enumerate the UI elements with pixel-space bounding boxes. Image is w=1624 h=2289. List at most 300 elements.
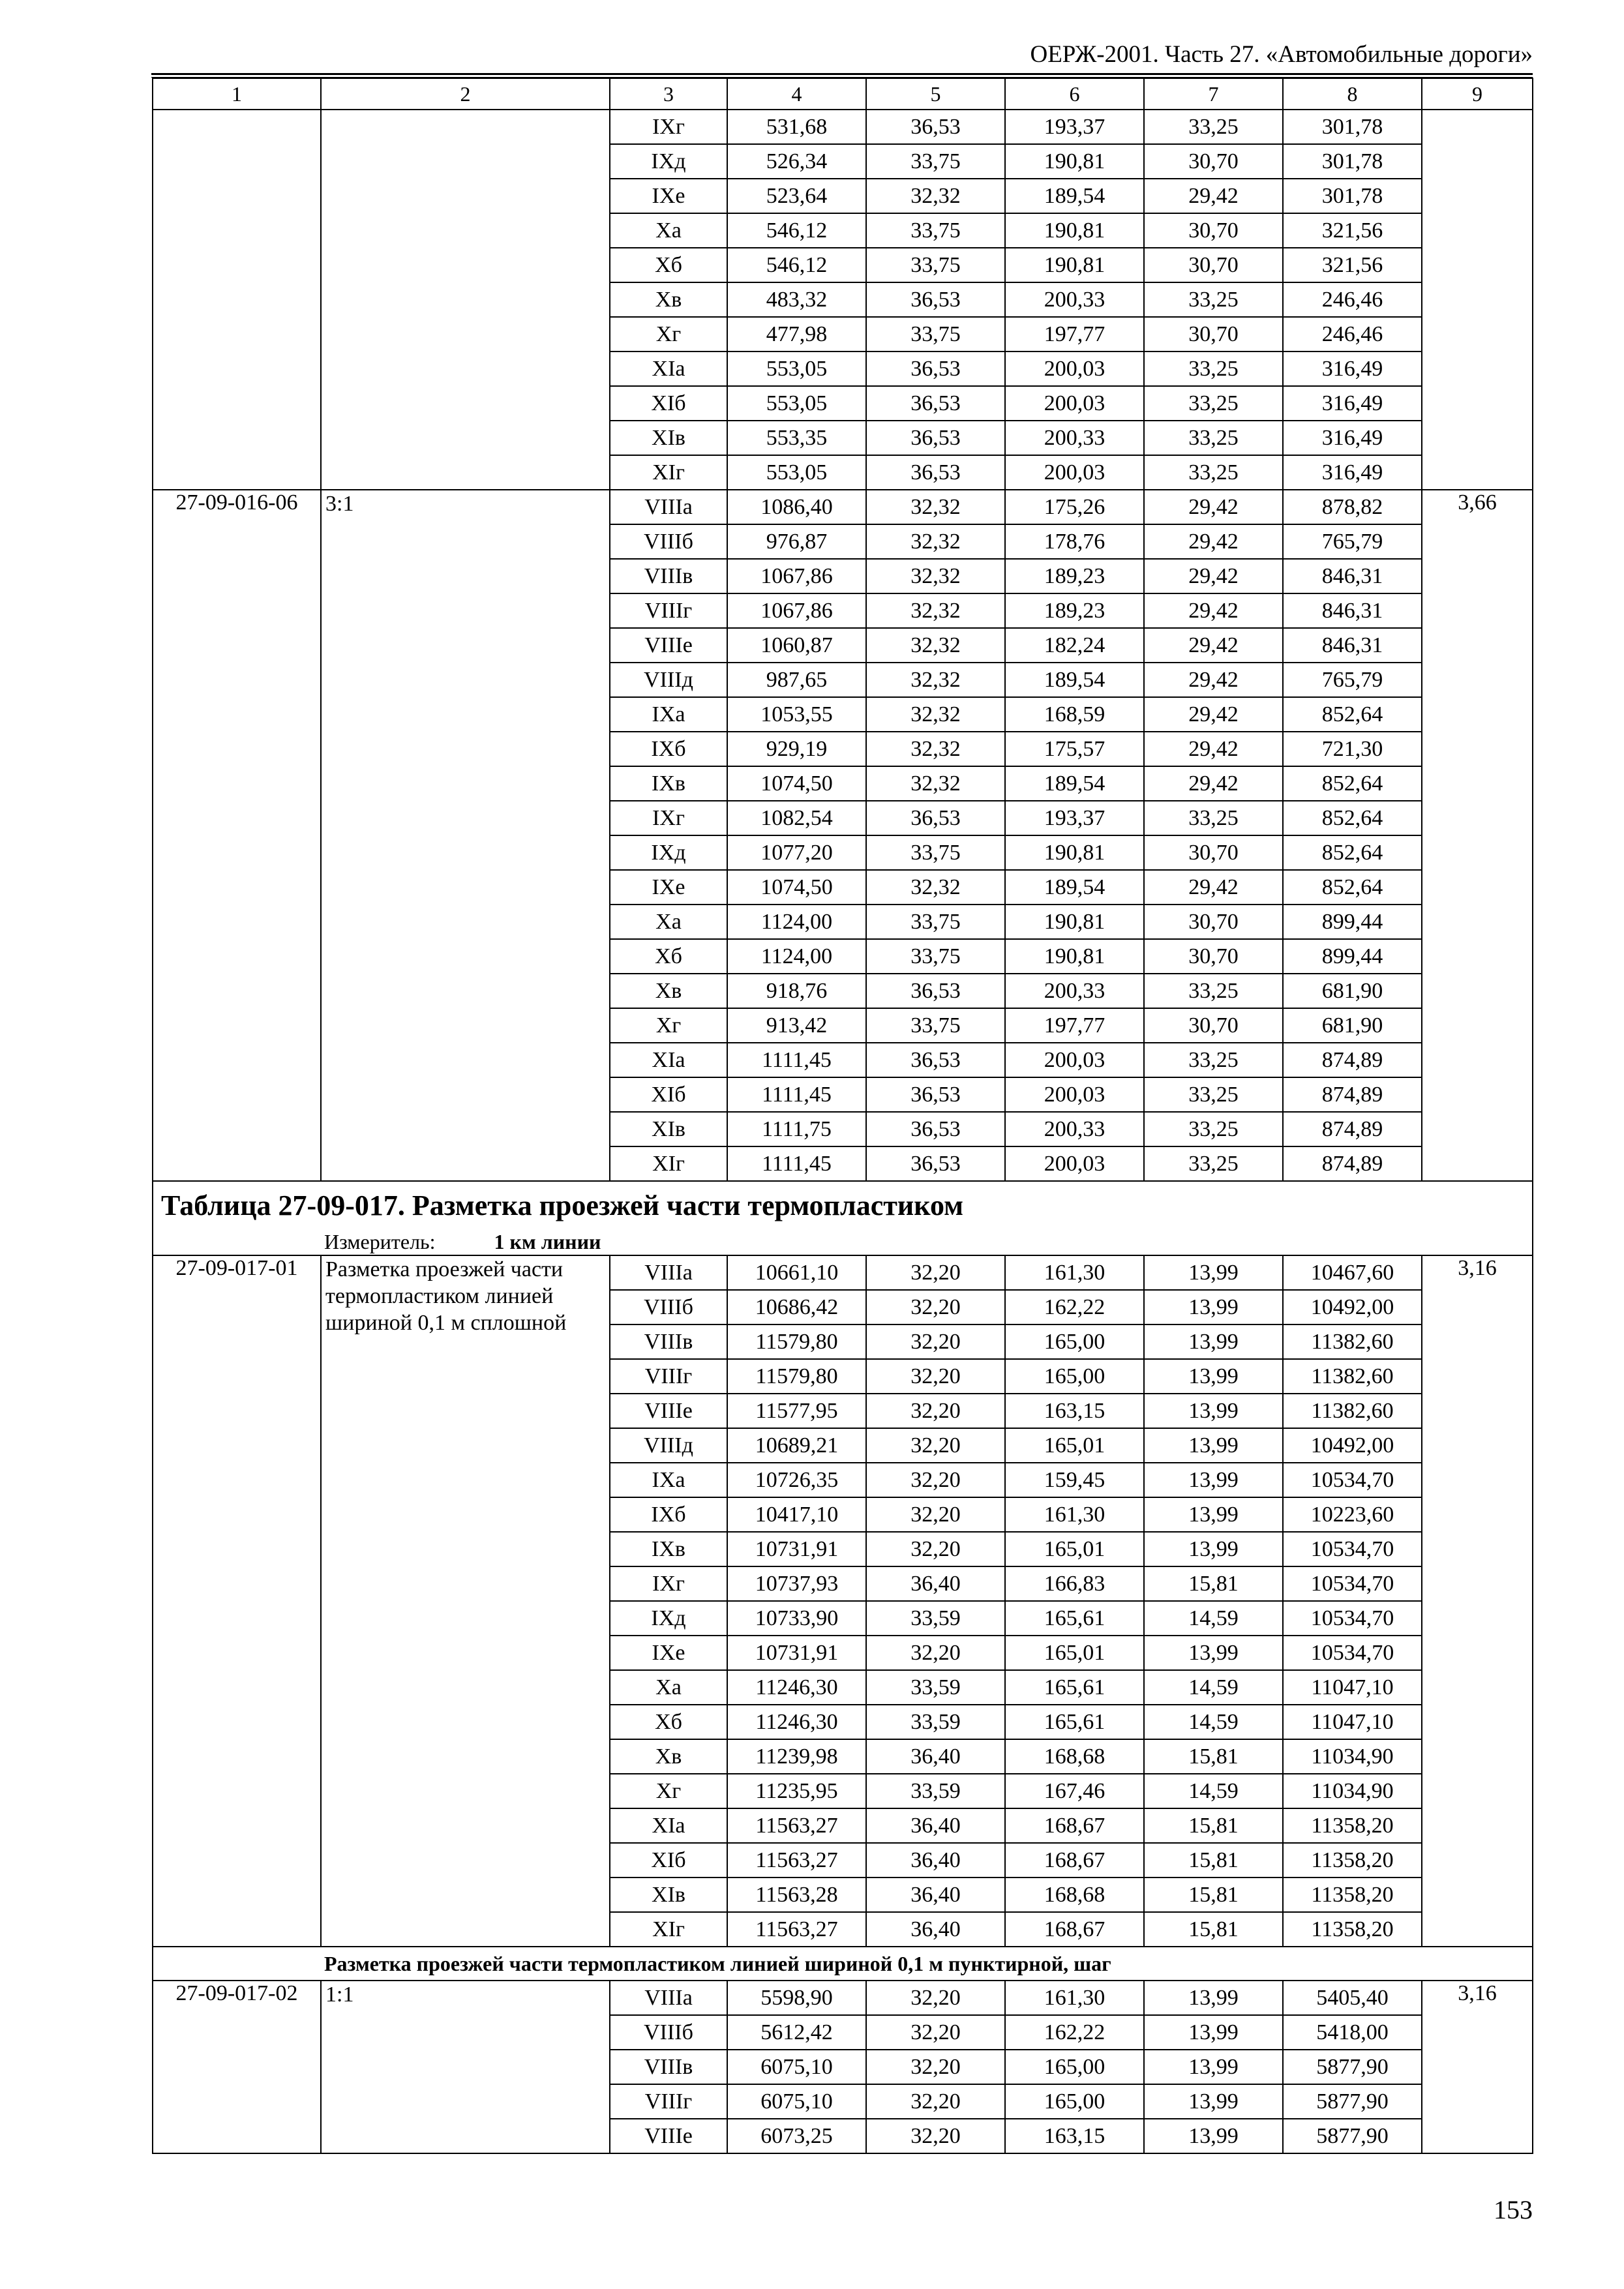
value-cell: 301,78: [1283, 110, 1422, 144]
value-cell: 32,20: [866, 1290, 1005, 1324]
value-cell: 1074,50: [727, 870, 866, 905]
value-cell: 13,99: [1144, 1981, 1283, 2015]
value-cell: 976,87: [727, 524, 866, 559]
zone-cell: XIб: [610, 386, 727, 421]
value-cell: 32,20: [866, 2084, 1005, 2119]
value-cell: 29,42: [1144, 766, 1283, 801]
value-cell: 10534,70: [1283, 1636, 1422, 1670]
zone-cell: VIIIа: [610, 490, 727, 524]
value-cell: 11563,27: [727, 1843, 866, 1878]
zone-cell: VIIIг: [610, 2084, 727, 2119]
value-cell: 11246,30: [727, 1705, 866, 1739]
value-cell: 29,42: [1144, 593, 1283, 628]
table-title-row: [153, 1181, 1533, 1229]
value-cell: 189,54: [1005, 663, 1144, 697]
value-cell: 189,23: [1005, 593, 1144, 628]
value-cell: 6075,10: [727, 2050, 866, 2084]
value-cell: 11382,60: [1283, 1324, 1422, 1359]
value-cell: 316,49: [1283, 386, 1422, 421]
value-cell: 15,81: [1144, 1739, 1283, 1774]
value-cell: 33,25: [1144, 110, 1283, 144]
zone-cell: XIб: [610, 1843, 727, 1878]
value-cell: 200,03: [1005, 1077, 1144, 1112]
value-cell: 32,32: [866, 490, 1005, 524]
value-cell: 33,25: [1144, 801, 1283, 835]
value-cell: 33,75: [866, 939, 1005, 974]
value-cell: 1111,45: [727, 1043, 866, 1077]
value-cell: 1124,00: [727, 939, 866, 974]
value-cell: 30,70: [1144, 905, 1283, 939]
zone-cell: XIг: [610, 1146, 727, 1181]
value-cell: 36,53: [866, 352, 1005, 386]
value-cell: 1111,75: [727, 1112, 866, 1146]
value-cell: 13,99: [1144, 1636, 1283, 1670]
value-cell: 29,42: [1144, 559, 1283, 593]
value-cell: 987,65: [727, 663, 866, 697]
value-cell: 36,40: [866, 1739, 1005, 1774]
value-cell: 852,64: [1283, 835, 1422, 870]
value-cell: 765,79: [1283, 524, 1422, 559]
value-cell: 29,42: [1144, 697, 1283, 732]
value-cell: 15,81: [1144, 1912, 1283, 1947]
value-cell: 30,70: [1144, 939, 1283, 974]
value-cell: 30,70: [1144, 1008, 1283, 1043]
value-cell: 190,81: [1005, 248, 1144, 282]
value-cell: 10726,35: [727, 1463, 866, 1497]
subsection-title: Разметка проезжей части термопластиком линией шириной 0,1 м пунктирной, шаг: [153, 1947, 1533, 1981]
value-cell: 200,33: [1005, 421, 1144, 455]
column-number-row: [153, 78, 1533, 110]
value-cell: 36,53: [866, 1043, 1005, 1077]
value-cell: 33,25: [1144, 352, 1283, 386]
value-cell: 11358,20: [1283, 1808, 1422, 1843]
value-cell: 200,33: [1005, 1112, 1144, 1146]
value-cell: 5877,90: [1283, 2050, 1422, 2084]
coefficient-cell: [1422, 110, 1533, 490]
value-cell: 33,25: [1144, 421, 1283, 455]
column-number-cell: 9: [1422, 78, 1533, 110]
value-cell: 36,53: [866, 1112, 1005, 1146]
work-name-cell: [321, 110, 610, 490]
zone-cell: IXг: [610, 110, 727, 144]
value-cell: 321,56: [1283, 248, 1422, 282]
value-cell: 200,33: [1005, 974, 1144, 1008]
zone-cell: XIа: [610, 1808, 727, 1843]
value-cell: 846,31: [1283, 559, 1422, 593]
value-cell: 5877,90: [1283, 2119, 1422, 2153]
value-cell: 878,82: [1283, 490, 1422, 524]
zone-cell: XIг: [610, 455, 727, 490]
value-cell: 33,75: [866, 144, 1005, 179]
value-cell: 13,99: [1144, 1255, 1283, 1290]
zone-cell: VIIIд: [610, 663, 727, 697]
value-cell: 13,99: [1144, 2050, 1283, 2084]
value-cell: 33,25: [1144, 455, 1283, 490]
value-cell: 11358,20: [1283, 1878, 1422, 1912]
zone-cell: IXд: [610, 835, 727, 870]
value-cell: 165,01: [1005, 1636, 1144, 1670]
value-cell: 10689,21: [727, 1428, 866, 1463]
zone-cell: XIа: [610, 1043, 727, 1077]
zone-cell: XIв: [610, 1112, 727, 1146]
value-cell: 11563,27: [727, 1912, 866, 1947]
work-name-cell: 1:1: [321, 1981, 610, 2153]
value-cell: 29,42: [1144, 524, 1283, 559]
value-cell: 1111,45: [727, 1077, 866, 1112]
zone-cell: Xб: [610, 248, 727, 282]
column-number-cell: 3: [610, 78, 727, 110]
value-cell: 1067,86: [727, 593, 866, 628]
coefficient-cell: 3,16: [1422, 1981, 1533, 2153]
value-cell: 190,81: [1005, 144, 1144, 179]
value-cell: 200,03: [1005, 1146, 1144, 1181]
work-name-cell: Разметка проезжей части термопластиком линией шириной 0,1 м сплошной: [321, 1255, 610, 1947]
value-cell: 10534,70: [1283, 1532, 1422, 1566]
zone-cell: VIIIа: [610, 1255, 727, 1290]
value-cell: 189,54: [1005, 179, 1144, 213]
value-cell: 301,78: [1283, 144, 1422, 179]
value-cell: 852,64: [1283, 766, 1422, 801]
value-cell: 33,25: [1144, 974, 1283, 1008]
value-cell: 161,30: [1005, 1981, 1144, 2015]
value-cell: 10686,42: [727, 1290, 866, 1324]
value-cell: 168,68: [1005, 1739, 1144, 1774]
value-cell: 163,15: [1005, 1394, 1144, 1428]
value-cell: 13,99: [1144, 2084, 1283, 2119]
value-cell: 1111,45: [727, 1146, 866, 1181]
value-cell: 721,30: [1283, 732, 1422, 766]
value-cell: 168,59: [1005, 697, 1144, 732]
column-number-cell: 4: [727, 78, 866, 110]
value-cell: 29,42: [1144, 663, 1283, 697]
value-cell: 29,42: [1144, 490, 1283, 524]
value-cell: 929,19: [727, 732, 866, 766]
value-cell: 11047,10: [1283, 1670, 1422, 1705]
value-cell: 190,81: [1005, 835, 1144, 870]
column-number-cell: 1: [153, 78, 321, 110]
value-cell: 33,25: [1144, 1112, 1283, 1146]
zone-cell: VIIIе: [610, 1394, 727, 1428]
zone-cell: IXе: [610, 870, 727, 905]
value-cell: 189,23: [1005, 559, 1144, 593]
value-cell: 316,49: [1283, 352, 1422, 386]
value-cell: 1074,50: [727, 766, 866, 801]
value-cell: 190,81: [1005, 213, 1144, 248]
value-cell: 33,59: [866, 1774, 1005, 1808]
value-cell: 162,22: [1005, 2015, 1144, 2050]
value-cell: 36,53: [866, 455, 1005, 490]
value-cell: 11034,90: [1283, 1739, 1422, 1774]
measure-label: Измеритель:: [324, 1229, 436, 1253]
value-cell: 161,30: [1005, 1255, 1144, 1290]
value-cell: 163,15: [1005, 2119, 1144, 2153]
value-cell: 246,46: [1283, 317, 1422, 352]
value-cell: 200,03: [1005, 352, 1144, 386]
zone-cell: VIIIг: [610, 1359, 727, 1394]
value-cell: 11246,30: [727, 1670, 866, 1705]
value-cell: 33,25: [1144, 1043, 1283, 1077]
value-cell: 33,75: [866, 213, 1005, 248]
zone-cell: IXа: [610, 697, 727, 732]
zone-cell: VIIIб: [610, 2015, 727, 2050]
value-cell: 10534,70: [1283, 1601, 1422, 1636]
value-cell: 32,20: [866, 2119, 1005, 2153]
value-cell: 13,99: [1144, 1463, 1283, 1497]
value-cell: 165,61: [1005, 1670, 1144, 1705]
value-cell: 29,42: [1144, 628, 1283, 663]
value-cell: 200,03: [1005, 386, 1144, 421]
value-cell: 32,32: [866, 732, 1005, 766]
value-cell: 165,00: [1005, 2050, 1144, 2084]
zone-cell: Xг: [610, 317, 727, 352]
value-cell: 30,70: [1144, 144, 1283, 179]
table-row: [153, 110, 1533, 144]
value-cell: 165,61: [1005, 1601, 1144, 1636]
value-cell: 32,20: [866, 1359, 1005, 1394]
value-cell: 1060,87: [727, 628, 866, 663]
value-cell: 10733,90: [727, 1601, 866, 1636]
value-cell: 167,46: [1005, 1774, 1144, 1808]
value-cell: 32,32: [866, 697, 1005, 732]
value-cell: 36,53: [866, 421, 1005, 455]
value-cell: 546,12: [727, 213, 866, 248]
value-cell: 11358,20: [1283, 1843, 1422, 1878]
measure-value: 1 км линии: [494, 1229, 601, 1253]
value-cell: 200,03: [1005, 1043, 1144, 1077]
value-cell: 13,99: [1144, 2119, 1283, 2153]
value-cell: 10731,91: [727, 1636, 866, 1670]
value-cell: 13,99: [1144, 1497, 1283, 1532]
value-cell: 846,31: [1283, 593, 1422, 628]
value-cell: 13,99: [1144, 1290, 1283, 1324]
measure-cell: [153, 1229, 1533, 1255]
value-cell: 15,81: [1144, 1878, 1283, 1912]
value-cell: 33,75: [866, 317, 1005, 352]
measure-row: [153, 1229, 1533, 1255]
value-cell: 1053,55: [727, 697, 866, 732]
value-cell: 874,89: [1283, 1112, 1422, 1146]
column-number-cell: 2: [321, 78, 610, 110]
value-cell: 197,77: [1005, 1008, 1144, 1043]
value-cell: 190,81: [1005, 939, 1144, 974]
zone-cell: VIIIб: [610, 1290, 727, 1324]
value-cell: 33,25: [1144, 1146, 1283, 1181]
value-cell: 32,32: [866, 179, 1005, 213]
value-cell: 36,40: [866, 1566, 1005, 1601]
value-cell: 30,70: [1144, 317, 1283, 352]
zone-cell: IXб: [610, 732, 727, 766]
zone-cell: IXв: [610, 1532, 727, 1566]
value-cell: 899,44: [1283, 939, 1422, 974]
zone-cell: XIа: [610, 352, 727, 386]
value-cell: 1067,86: [727, 559, 866, 593]
zone-cell: VIIIб: [610, 524, 727, 559]
value-cell: 852,64: [1283, 870, 1422, 905]
value-cell: 526,34: [727, 144, 866, 179]
work-name-cell: 3:1: [321, 490, 610, 1181]
value-cell: 197,77: [1005, 317, 1144, 352]
zone-cell: IXд: [610, 1601, 727, 1636]
value-cell: 32,20: [866, 1324, 1005, 1359]
value-cell: 546,12: [727, 248, 866, 282]
rate-code-cell: 27-09-017-02: [153, 1981, 321, 2153]
value-cell: 13,99: [1144, 1428, 1283, 1463]
zone-cell: IXг: [610, 1566, 727, 1601]
value-cell: 483,32: [727, 282, 866, 317]
value-cell: 33,59: [866, 1670, 1005, 1705]
value-cell: 5877,90: [1283, 2084, 1422, 2119]
zone-cell: Xа: [610, 1670, 727, 1705]
value-cell: 33,75: [866, 248, 1005, 282]
zone-cell: Xа: [610, 905, 727, 939]
value-cell: 874,89: [1283, 1077, 1422, 1112]
zone-cell: Xб: [610, 939, 727, 974]
value-cell: 32,32: [866, 593, 1005, 628]
value-cell: 15,81: [1144, 1566, 1283, 1601]
value-cell: 1124,00: [727, 905, 866, 939]
value-cell: 32,20: [866, 1636, 1005, 1670]
value-cell: 32,20: [866, 1497, 1005, 1532]
zone-cell: VIIIе: [610, 628, 727, 663]
value-cell: 36,53: [866, 974, 1005, 1008]
column-number-cell: 8: [1283, 78, 1422, 110]
value-cell: 33,59: [866, 1705, 1005, 1739]
value-cell: 32,20: [866, 1981, 1005, 2015]
value-cell: 11235,95: [727, 1774, 866, 1808]
value-cell: 36,53: [866, 282, 1005, 317]
value-cell: 10492,00: [1283, 1290, 1422, 1324]
value-cell: 32,32: [866, 766, 1005, 801]
value-cell: 14,59: [1144, 1705, 1283, 1739]
value-cell: 175,26: [1005, 490, 1144, 524]
value-cell: 1082,54: [727, 801, 866, 835]
value-cell: 189,54: [1005, 870, 1144, 905]
value-cell: 32,20: [866, 1463, 1005, 1497]
value-cell: 190,81: [1005, 905, 1144, 939]
value-cell: 11579,80: [727, 1324, 866, 1359]
header-rule: [151, 73, 1533, 75]
value-cell: 165,01: [1005, 1428, 1144, 1463]
value-cell: 165,01: [1005, 1532, 1144, 1566]
value-cell: 168,67: [1005, 1808, 1144, 1843]
value-cell: 33,25: [1144, 282, 1283, 317]
table-row: [153, 1981, 1533, 2015]
value-cell: 765,79: [1283, 663, 1422, 697]
page-header: ОЕРЖ-2001. Часть 27. «Автомобильные дороги»: [1030, 41, 1533, 68]
value-cell: 165,00: [1005, 1359, 1144, 1394]
value-cell: 14,59: [1144, 1601, 1283, 1636]
value-cell: 10492,00: [1283, 1428, 1422, 1463]
zone-cell: VIIIв: [610, 2050, 727, 2084]
value-cell: 11034,90: [1283, 1774, 1422, 1808]
value-cell: 32,32: [866, 628, 1005, 663]
value-cell: 162,22: [1005, 1290, 1144, 1324]
value-cell: 193,37: [1005, 110, 1144, 144]
value-cell: 553,05: [727, 352, 866, 386]
value-cell: 11577,95: [727, 1394, 866, 1428]
value-cell: 36,53: [866, 1146, 1005, 1181]
value-cell: 14,59: [1144, 1774, 1283, 1808]
page-number: 153: [1494, 2195, 1533, 2224]
value-cell: 11579,80: [727, 1359, 866, 1394]
value-cell: 11563,28: [727, 1878, 866, 1912]
value-cell: 553,05: [727, 386, 866, 421]
rate-code-cell: 27-09-017-01: [153, 1255, 321, 1947]
value-cell: 846,31: [1283, 628, 1422, 663]
value-cell: 899,44: [1283, 905, 1422, 939]
zone-cell: Xг: [610, 1008, 727, 1043]
value-cell: 1086,40: [727, 490, 866, 524]
zone-cell: IXг: [610, 801, 727, 835]
value-cell: 913,42: [727, 1008, 866, 1043]
value-cell: 11382,60: [1283, 1394, 1422, 1428]
value-cell: 11382,60: [1283, 1359, 1422, 1394]
column-number-cell: 5: [866, 78, 1005, 110]
value-cell: 29,42: [1144, 179, 1283, 213]
value-cell: 477,98: [727, 317, 866, 352]
zone-cell: VIIIд: [610, 1428, 727, 1463]
value-cell: 161,30: [1005, 1497, 1144, 1532]
column-number-cell: 6: [1005, 78, 1144, 110]
zone-cell: VIIIв: [610, 559, 727, 593]
value-cell: 10223,60: [1283, 1497, 1422, 1532]
value-cell: 33,75: [866, 1008, 1005, 1043]
zone-cell: Xв: [610, 974, 727, 1008]
value-cell: 159,45: [1005, 1463, 1144, 1497]
value-cell: 33,75: [866, 835, 1005, 870]
value-cell: 13,99: [1144, 1359, 1283, 1394]
value-cell: 10737,93: [727, 1566, 866, 1601]
value-cell: 15,81: [1144, 1808, 1283, 1843]
subsection-row: [153, 1947, 1533, 1981]
value-cell: 32,32: [866, 559, 1005, 593]
value-cell: 33,25: [1144, 1077, 1283, 1112]
value-cell: 36,40: [866, 1878, 1005, 1912]
value-cell: 10467,60: [1283, 1255, 1422, 1290]
value-cell: 32,20: [866, 1255, 1005, 1290]
zone-cell: IXе: [610, 179, 727, 213]
table-row: [153, 490, 1533, 524]
value-cell: 918,76: [727, 974, 866, 1008]
value-cell: 13,99: [1144, 2015, 1283, 2050]
value-cell: 30,70: [1144, 835, 1283, 870]
value-cell: 553,35: [727, 421, 866, 455]
value-cell: 32,20: [866, 1532, 1005, 1566]
value-cell: 5418,00: [1283, 2015, 1422, 2050]
value-cell: 316,49: [1283, 421, 1422, 455]
value-cell: 36,53: [866, 110, 1005, 144]
coefficient-cell: 3,66: [1422, 490, 1533, 1181]
column-number-cell: 7: [1144, 78, 1283, 110]
zone-cell: Xв: [610, 282, 727, 317]
zone-cell: IXв: [610, 766, 727, 801]
zone-cell: XIв: [610, 1878, 727, 1912]
value-cell: 874,89: [1283, 1043, 1422, 1077]
value-cell: 316,49: [1283, 455, 1422, 490]
value-cell: 32,20: [866, 1394, 1005, 1428]
value-cell: 200,03: [1005, 455, 1144, 490]
value-cell: 36,53: [866, 1077, 1005, 1112]
value-cell: 11047,10: [1283, 1705, 1422, 1739]
value-cell: 5612,42: [727, 2015, 866, 2050]
value-cell: 165,00: [1005, 1324, 1144, 1359]
value-cell: 1077,20: [727, 835, 866, 870]
value-cell: 10534,70: [1283, 1566, 1422, 1601]
value-cell: 33,25: [1144, 386, 1283, 421]
value-cell: 36,40: [866, 1912, 1005, 1947]
value-cell: 5405,40: [1283, 1981, 1422, 2015]
rate-code-cell: [153, 110, 321, 490]
